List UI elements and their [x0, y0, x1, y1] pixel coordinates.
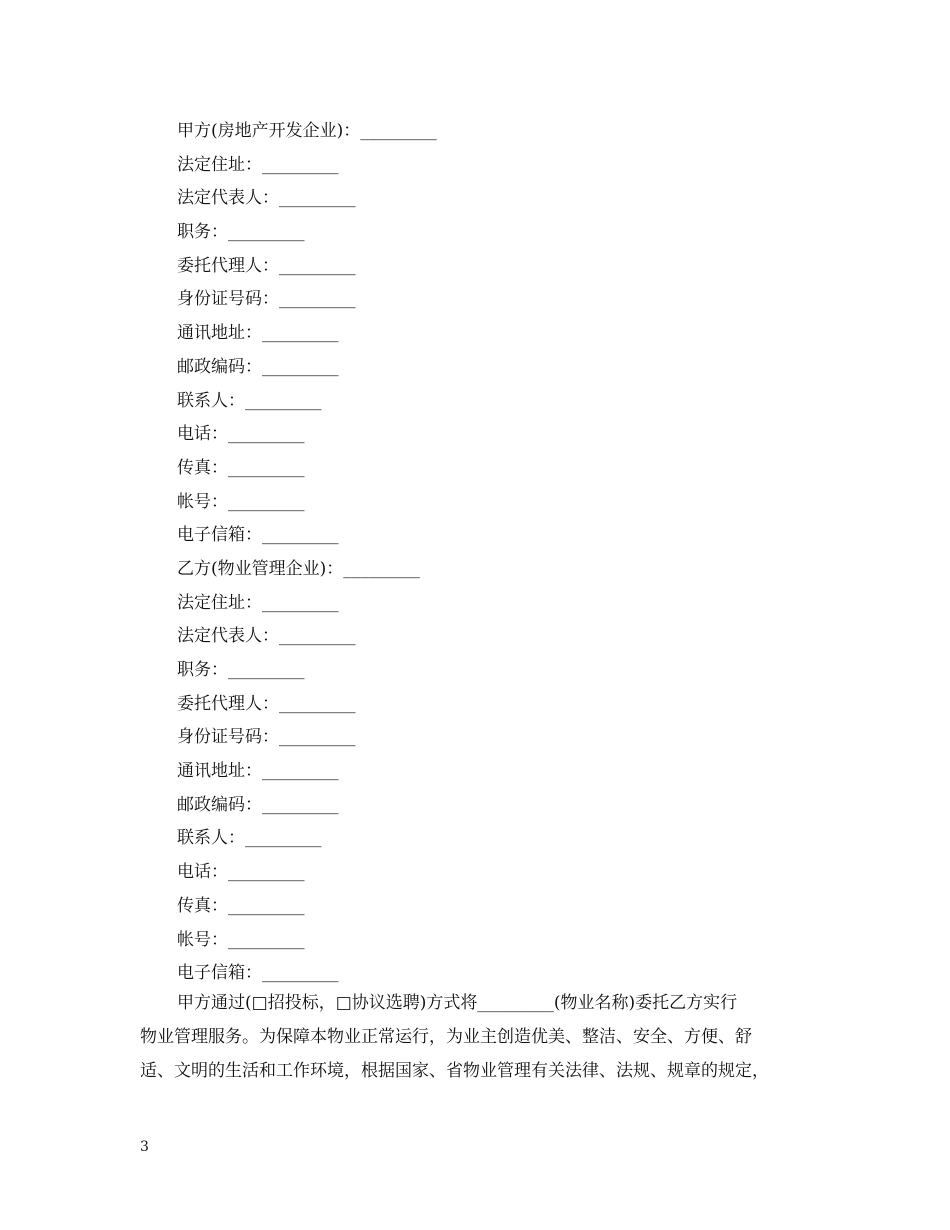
field-label: 委托代理人：: [177, 255, 279, 276]
field-label: 通讯地址：: [177, 761, 262, 782]
party-b-field: [177, 724, 437, 758]
fill-in-blank: _________: [228, 491, 305, 512]
fill-in-blank: _________: [279, 626, 356, 647]
field-label: 电子信箱：: [177, 963, 262, 984]
fill-in-blank: _________: [228, 222, 305, 243]
fill-in-blank: _________: [262, 525, 339, 546]
paragraph-line: 适、文明的生活和工作环境，根据国家、省物业管理有关法律、法规、规章的规定，: [140, 1061, 769, 1081]
field-label: 传真：: [177, 457, 228, 478]
field-label: 通讯地址：: [177, 323, 262, 344]
fill-in-blank: _________: [279, 727, 356, 748]
party-b-field: [177, 927, 437, 961]
party-a-field: [177, 320, 437, 354]
party-a-field: [177, 421, 437, 455]
party-a-field: [177, 286, 437, 320]
party-b-field: [177, 556, 437, 590]
party-a-field: [177, 489, 437, 523]
field-label: 委托代理人：: [177, 693, 279, 714]
party-b-field: [177, 758, 437, 792]
party-b-field: [177, 691, 437, 725]
fill-in-blank: _________: [228, 929, 305, 950]
fill-in-blank: _________: [228, 660, 305, 680]
field-label: 帐号：: [177, 491, 228, 512]
party-a-field: [177, 219, 437, 253]
fill-in-blank: _________: [228, 862, 305, 883]
fill-in-blank: _________: [262, 761, 339, 782]
fill-in-blank: _________: [245, 390, 322, 411]
party-b-field: [177, 859, 437, 893]
party-b-field: [177, 893, 437, 927]
paragraph-line: 物业管理服务。为保障本物业正常运行，为业主创造优美、整洁、安全、方便、舒: [140, 1027, 752, 1047]
field-label: 电子信箱：: [177, 525, 262, 546]
party-a-field: [177, 253, 437, 287]
page-number: 3: [140, 1139, 149, 1155]
field-label: 邮政编码：: [177, 794, 262, 815]
party-a-field: [177, 354, 437, 388]
field-label: 职务：: [177, 660, 228, 680]
fill-in-blank: _________: [228, 457, 305, 478]
party-a-field: [177, 388, 437, 422]
fill-in-blank: _________: [279, 255, 356, 276]
field-label: 帐号：: [177, 929, 228, 950]
fill-in-blank: _________: [262, 794, 339, 815]
fill-in-blank: _________: [262, 356, 339, 377]
fill-in-blank: _________: [228, 424, 305, 445]
field-label: 联系人：: [177, 828, 245, 849]
fill-in-blank: _________: [262, 154, 339, 175]
party-a-field: [177, 522, 437, 556]
fill-in-blank: _________: [279, 693, 356, 714]
field-label: 电话：: [177, 424, 228, 445]
field-label: 职务：: [177, 222, 228, 243]
party-a-field: [177, 152, 437, 186]
party-a-field: [177, 455, 437, 489]
party-a-field: [177, 185, 437, 219]
party-a-field: [177, 118, 437, 152]
fill-in-blank: _________: [262, 323, 339, 344]
field-label: 甲方(房地产开发企业)：: [177, 121, 361, 141]
fill-in-blank: _________: [279, 289, 356, 310]
fill-in-blank: _________: [228, 895, 305, 916]
field-label: 传真：: [177, 895, 228, 916]
party-b-field: [177, 825, 437, 859]
party-b-field: [177, 657, 437, 691]
fill-in-blank: _________: [262, 963, 339, 984]
fill-in-blank: _________: [343, 558, 420, 579]
field-label: 邮政编码：: [177, 356, 262, 377]
field-label: 法定代表人：: [177, 626, 279, 647]
contract-preamble-paragraph: [140, 986, 830, 1088]
party-info-fields: [177, 118, 437, 994]
fill-in-blank: _________: [262, 592, 339, 613]
field-label: 身份证号码：: [177, 289, 279, 310]
field-label: 法定代表人：: [177, 188, 279, 209]
field-label: 联系人：: [177, 390, 245, 411]
party-b-field: [177, 792, 437, 826]
field-label: 法定住址：: [177, 592, 262, 613]
party-b-field: [177, 590, 437, 624]
field-label: 乙方(物业管理企业)：: [177, 558, 344, 579]
fill-in-blank: _________: [279, 188, 356, 209]
fill-in-blank: _________: [360, 121, 437, 141]
field-label: 法定住址：: [177, 154, 262, 175]
party-b-field: [177, 623, 437, 657]
fill-in-blank: _________: [245, 828, 322, 849]
paragraph-line: 甲方通过(□招投标，□协议选聘)方式将_________(物业名称)委托乙方实行: [177, 993, 738, 1013]
field-label: 电话：: [177, 862, 228, 883]
field-label: 身份证号码：: [177, 727, 279, 748]
